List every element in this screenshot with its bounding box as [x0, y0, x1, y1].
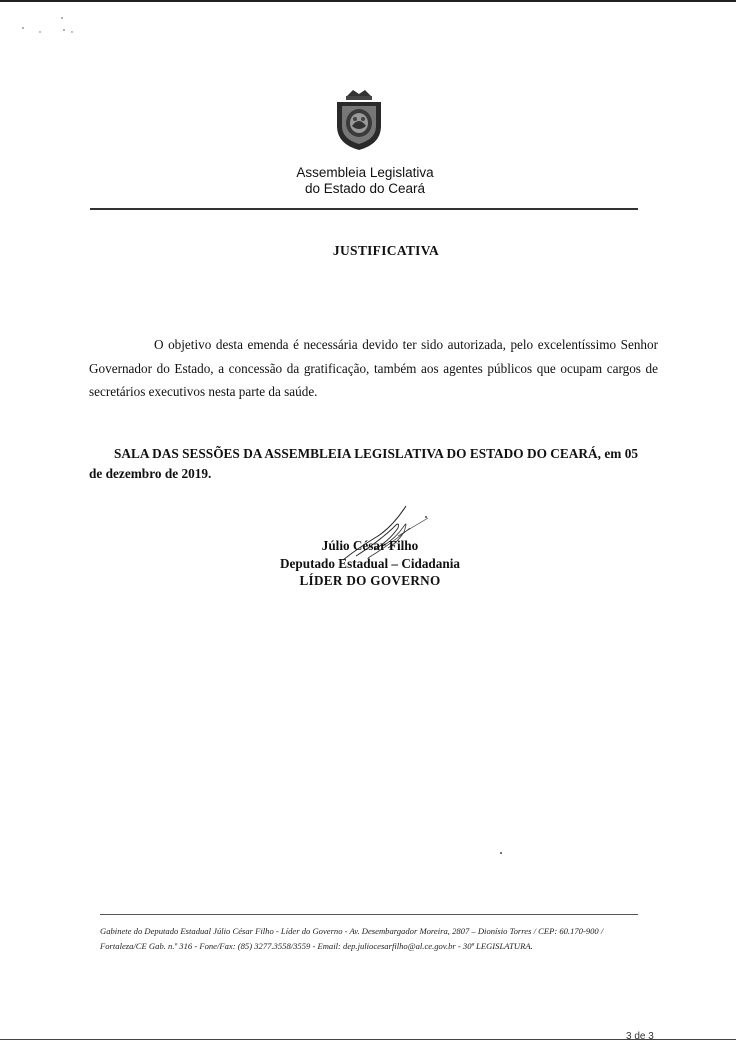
document-title: JUSTIFICATIVA — [332, 243, 440, 258]
justification-paragraph: O objetivo desta emenda é necessária devido ter sido autorizada, pelo excelentíssimo Senhor Governador do Estado, a concessão da gratificação, também aos agentes públicos que ocupam cargos de secretários executivos nesta parte da saúde. — [89, 337, 658, 399]
ink-speck — [425, 516, 427, 518]
scan-specks — [20, 14, 80, 40]
ink-speck — [500, 852, 502, 854]
footer-line2: Fortaleza/CE Gab. n.º 316 - Fone/Fax: (85) 3277.3558/3559 - Email: dep.juliocesarfilho@al.ce.gov.br - 30ª LEGISLATURA. — [100, 941, 533, 951]
header-divider — [90, 208, 638, 210]
org-name-line2: do Estado do Ceará — [304, 181, 426, 196]
signer-name: Júlio César Filho — [321, 538, 419, 553]
page-number: 3 de 3 — [626, 1031, 654, 1042]
footer-address — [100, 924, 660, 954]
signer-role: Deputado Estadual – Cidadania — [280, 556, 460, 571]
state-coat-of-arms-icon — [333, 86, 385, 152]
closing-statement: SALA DAS SESSÕES DA ASSEMBLEIA LEGISLATIVA DO ESTADO DO CEARÁ, em 05 de dezembro de 2019. — [89, 446, 638, 481]
scan-top-border — [0, 0, 736, 2]
org-name-line1: Assembleia Legislativa — [296, 165, 434, 180]
footer-divider — [100, 914, 638, 915]
signer-title: LÍDER DO GOVERNO — [299, 573, 441, 588]
footer-line1: Gabinete do Deputado Estadual Júlio César Filho - Líder do Governo - Av. Desembargador Moreira, 2807 – Dionísio Torres / CEP: 60.170-900 / — [100, 926, 604, 936]
